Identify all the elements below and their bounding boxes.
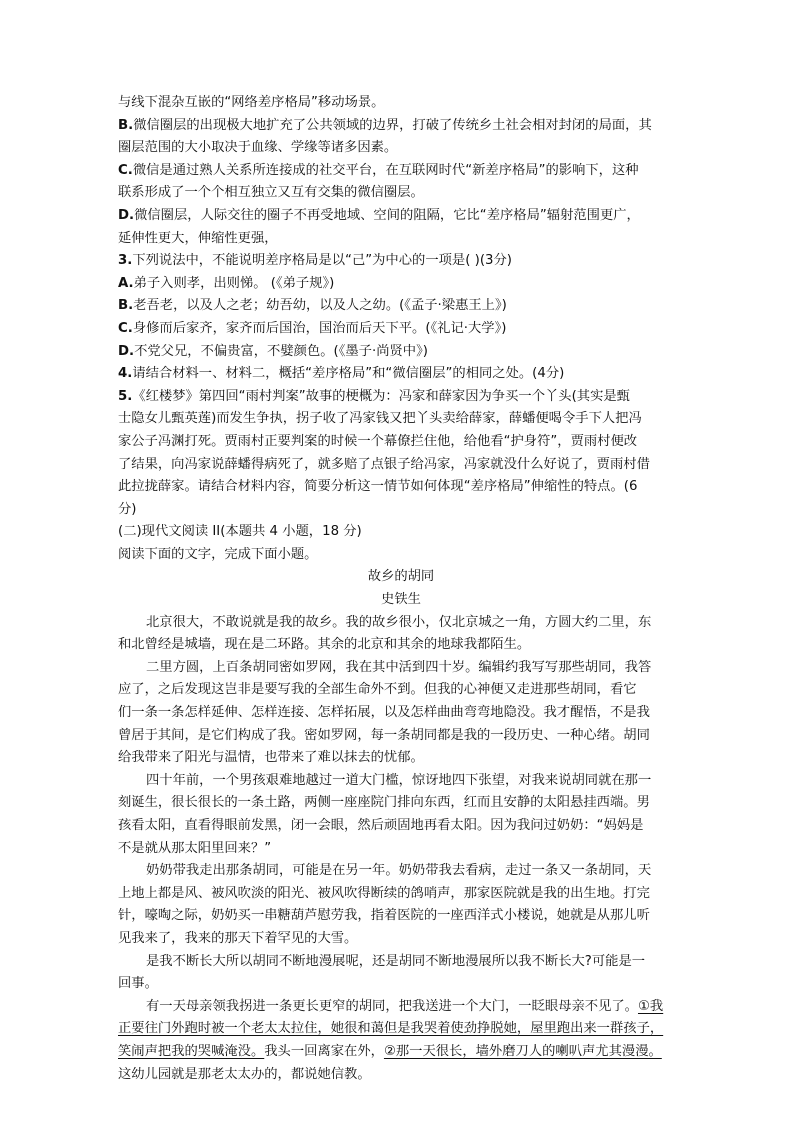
text-line (118, 838, 684, 861)
text-line (118, 996, 684, 1019)
line-text: 给我带来了阳光与温情，也带来了难以抹去的忧郁。 (118, 750, 424, 766)
text-line (118, 1064, 684, 1087)
text-line (118, 702, 684, 725)
text-line (118, 273, 684, 296)
text-line (118, 815, 684, 838)
line-text: 《红楼梦》第四回“雨村判案”故事的梗概为：冯家和薛家因为争买一个丫头(其实是甄 (132, 388, 630, 404)
text-line (118, 160, 684, 183)
text-line (118, 454, 684, 477)
line-text: 微信是通过熟人关系所连接成的社交平台，在互联网时代“新差序格局”的影响下，这种 (132, 162, 639, 178)
line-text: 们一条一条怎样延伸、怎样连接、怎样拓展，以及怎样曲曲弯弯地隐没。我才醒悟，不是我 (118, 705, 650, 721)
line-text: 了结果，向冯家说薛蟠得病死了，就多赔了点银子给冯家，冯家就没什么好说了，贾雨村借 (118, 456, 650, 472)
line-text: 阅读下面的文字，完成下面小题。 (118, 546, 318, 562)
text-line (118, 295, 684, 318)
text-line (118, 1018, 684, 1041)
text-line (118, 431, 684, 454)
text-line (118, 566, 684, 589)
text-line (118, 951, 684, 974)
line-text: 微信圈层的出现极大地扩充了公共领域的边界，打破了传统乡土社会相对封闭的局面，其 (133, 117, 652, 133)
line-text: 孩看太阳，直看得眼前发黑，闭一会眼，然后顽固地再看太阳。因为我问过奶奶：“妈妈是 (118, 818, 644, 833)
line-text: 此拉拢薛家。请结合材料内容，简要分析这一情节如何体现“差序格局”伸缩性的特点。(6 (118, 479, 638, 495)
line-text: 家公子冯渊打死。贾雨村正要判案的时候一个幕僚拦住他，给他看“护身符”，贾雨村便改 (118, 433, 638, 449)
line-text: 延伸性更大，伸缩性更强， (118, 230, 278, 246)
line-text: 圈层范围的大小取决于血缘、学缘等诸多因素。 (118, 140, 398, 156)
text-line (118, 205, 684, 228)
item-label: D. (118, 343, 135, 359)
text-line (118, 747, 684, 770)
text-line (118, 250, 684, 273)
line-text: 四十年前，一个男孩艰难地越过一道大门槛，惊讶地四下张望，对我来说胡同就在那一 (146, 772, 652, 788)
line-text: 刻诞生，很长很长的一条土路，两侧一座座院门排向东西，红而且安静的太阳悬挂西端。男 (118, 795, 650, 811)
line-text: 微信圈层，人际交往的圈子不再受地域、空间的阻隔，它比“差序格局”辐射范围更广， (134, 207, 640, 223)
line-text: 史铁生 (381, 592, 421, 608)
line-text: 奶奶带我走出那条胡同，可能是在另一年。奶奶带我去看病，走过一条又一条胡同，天 (146, 863, 652, 879)
text-line (118, 521, 684, 544)
line-text: 应了，之后发现这岂非是要写我的全部生命外不到。但我的心神便又走进那些胡同，看它 (118, 682, 637, 698)
line-text: 见我来了，我来的那天下着罕见的大雪。 (118, 930, 358, 946)
item-label: B. (118, 298, 134, 314)
line-text: 士隐女儿甄英莲)而发生争执，拐子收了冯家钱又把丫头卖给薛家，薛蟠便喝令手下人把冯 (118, 411, 642, 427)
line-text: (二)现代文阅读 II(本题共 4 小题，18 分) (118, 524, 362, 540)
item-label: D. (118, 207, 135, 223)
underlined-text: 笑闹声把我的哭喊淹没。 (118, 1043, 265, 1059)
text-line (118, 182, 684, 205)
line-text: 分) (118, 501, 137, 517)
text-line (118, 137, 684, 160)
line-text: 与线下混杂互嵌的“网络差序格局”移动场景。 (118, 95, 385, 110)
line-text: 回事。 (118, 976, 158, 992)
text-line (118, 973, 684, 996)
text-line (118, 770, 684, 793)
line-text: 北京很大，不敢说就是我的故乡。我的故乡很小，仅北京城之一角，方圆大约二里，东 (146, 614, 652, 630)
text-line (118, 860, 684, 883)
text-line (118, 657, 684, 680)
line-text: 不是就从那太阳里回来？” (118, 840, 272, 856)
text-line (118, 318, 684, 341)
line-text: 这幼儿园就是那老太太办的，都说她信教。 (118, 1066, 371, 1082)
line-text: 针，嚎啕之际，奶奶买一串糖葫芦慰劳我，指着医院的一座西洋式小楼说，她就是从那儿听 (118, 908, 650, 924)
text-line (118, 679, 684, 702)
item-label: B. (118, 117, 134, 133)
line-text: 请结合材料一、材料二，概括“差序格局”和“微信圈层”的相同之处。(4分) (132, 366, 565, 382)
item-label: C. (118, 320, 133, 336)
text-line (118, 363, 684, 386)
item-label: 5. (118, 388, 133, 404)
line-text: 不党父兄，不偏贵富，不嬖颜色。(《墨子·尚贤中》) (134, 343, 428, 359)
line-text: 身修而后家齐，家齐而后国治，国治而后天下平。(《礼记·大学》) (132, 320, 507, 336)
underlined-text: ①我 (637, 998, 664, 1014)
text-line (118, 115, 684, 138)
text-line (118, 928, 684, 951)
line-text: 曾居于其间，是它们构成了我。密如罗网，每一条胡同都是我的一段历史、一种心绪。胡同 (118, 727, 650, 743)
item-label: A. (118, 275, 134, 291)
item-label: C. (118, 162, 133, 178)
text-line (118, 883, 684, 906)
text-line (118, 544, 684, 567)
line-text: 上地上都是风、被风吹淡的阳光、被风吹得断续的鸽哨声，那家医院就是我的出生地。打完 (118, 885, 650, 901)
line-text: 有一天母亲领我拐进一条更长更窄的胡同，把我送进一个大门，一眨眼母亲不见了。 (146, 998, 638, 1014)
text-line (118, 725, 684, 748)
text-line (118, 92, 684, 115)
line-text: 和北曾经是城墙，现在是二环路。其余的北京和其余的地球我都陌生。 (118, 637, 531, 653)
text-line (118, 1041, 684, 1064)
line-text: 我头一回离家在外， (264, 1043, 384, 1059)
item-label: 4. (118, 366, 133, 382)
line-text: 下列说法中，不能说明差序格局是以“己”为中心的一项是( )(3分) (132, 253, 512, 269)
line-text: 老吾老，以及人之老；幼吾幼，以及人之幼。(《孟子·梁惠王上》) (133, 298, 507, 314)
text-line (118, 792, 684, 815)
line-text: 联系形成了一个个相互独立又互有交集的微信圈层。 (118, 185, 424, 201)
text-line (118, 408, 684, 431)
text-line (118, 905, 684, 928)
item-label: 3. (118, 253, 133, 269)
text-line (118, 612, 684, 635)
text-line (118, 634, 684, 657)
text-line (118, 228, 684, 251)
text-line (118, 386, 684, 409)
document-page (118, 92, 684, 1086)
text-line (118, 499, 684, 522)
line-text: 是我不断长大所以胡同不断地漫展呢，还是胡同不断地漫展所以我不断长大?可能是一 (146, 953, 646, 969)
line-text: 故乡的胡同 (367, 569, 435, 585)
underlined-text: ②那一天很长，墙外磨刀人的喇叭声尤其漫漫。 (383, 1043, 662, 1059)
line-text: 弟子入则孝，出则悌。 (《弟子规》) (133, 275, 335, 291)
text-line (118, 589, 684, 612)
underlined-text: 正要往门外跑时被一个老太太拉住，她很和蔼但是我哭着使劲挣脱她，屋里跑出来一群孩子， (118, 1021, 664, 1037)
line-text: 二里方圆，上百条胡同密如罗网，我在其中活到四十岁。编辑约我写写那些胡同，我答 (146, 659, 652, 675)
text-line (118, 476, 684, 499)
text-line (118, 341, 684, 364)
